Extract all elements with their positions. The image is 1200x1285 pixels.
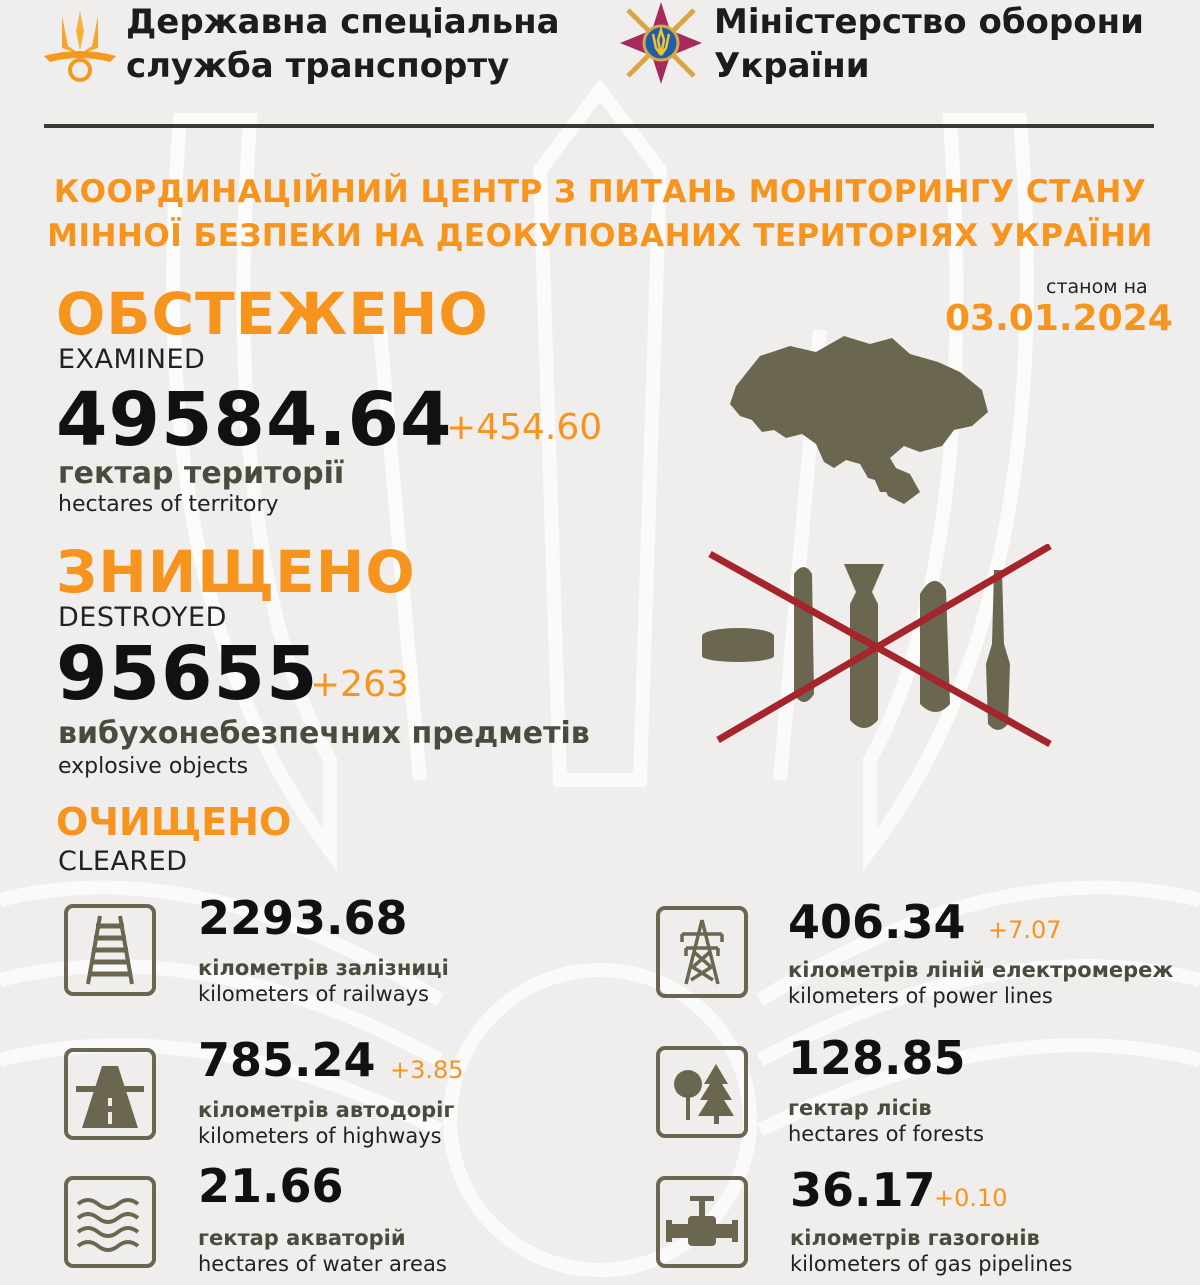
page-title <box>0 170 1200 258</box>
examined-heading: ОБСТЕЖЕНО <box>56 280 489 348</box>
highways-value: 785.24 <box>198 1033 376 1087</box>
gas-pipelines-delta: +0.10 <box>934 1184 1008 1212</box>
railways-unit-en: kilometers of railways <box>198 982 429 1006</box>
water-unit: гектар акваторій <box>198 1226 406 1250</box>
gas-pipelines-value: 36.17 <box>790 1163 936 1217</box>
org-left-name <box>126 0 560 88</box>
destroyed-heading: ЗНИЩЕНО <box>56 538 416 606</box>
crossed-explosives-icon <box>698 544 1058 750</box>
water-unit-en: hectares of water areas <box>198 1252 447 1276</box>
org-left-line-2: служба транспорту <box>126 46 510 86</box>
railway-icon <box>64 904 156 996</box>
highways-delta: +3.85 <box>390 1056 464 1084</box>
destroyed-unit-en: explosive objects <box>58 754 249 779</box>
power-lines-delta: +7.07 <box>988 916 1062 944</box>
highways-unit-en: kilometers of highways <box>198 1124 442 1148</box>
highways-unit: кілометрів автодоріг <box>198 1098 455 1122</box>
ukraine-map <box>720 328 992 506</box>
cleared-heading-en: CLEARED <box>58 846 188 877</box>
examined-heading-en: EXAMINED <box>58 344 206 375</box>
gas-pipelines-unit: кілометрів газогонів <box>790 1226 1040 1250</box>
examined-value: 49584.64 <box>56 377 453 463</box>
water-value: 21.66 <box>198 1159 344 1213</box>
ministry-of-defence-emblem <box>618 0 704 86</box>
power-lines-unit-en: kilometers of power lines <box>788 984 1053 1008</box>
org-left-line-1: Державна спеціальна <box>126 2 560 42</box>
forests-unit-en: hectares of forests <box>788 1122 984 1146</box>
page-title-line-2: МІННОЇ БЕЗПЕКИ НА ДЕОКУПОВАНИХ ТЕРИТОРІЯХ УКРАЇНИ <box>47 218 1153 254</box>
examined-unit: гектар території <box>58 456 345 491</box>
destroyed-value: 95655 <box>56 631 319 717</box>
date-label: станом на <box>1046 276 1148 298</box>
highway-icon <box>64 1048 156 1140</box>
header-divider <box>44 124 1154 128</box>
railways-value: 2293.68 <box>198 891 408 945</box>
gas-pipelines-unit-en: kilometers of gas pipelines <box>790 1252 1073 1276</box>
forest-icon <box>656 1046 748 1138</box>
examined-delta: +454.60 <box>446 407 603 448</box>
org-right-line-1: Міністерство оборони <box>714 2 1144 42</box>
org-right-name <box>714 0 1144 88</box>
railways-unit: кілометрів залізниці <box>198 956 449 980</box>
cleared-heading: ОЧИЩЕНО <box>56 800 292 844</box>
forests-unit: гектар лісів <box>788 1096 932 1120</box>
date-value: 03.01.2024 <box>945 298 1173 339</box>
power-lines-unit: кілометрів ліній електромереж <box>788 958 1174 982</box>
org-right-line-2: України <box>714 46 870 86</box>
water-icon <box>64 1176 156 1268</box>
examined-unit-en: hectares of territory <box>58 492 279 517</box>
power-lines-value: 406.34 <box>788 895 966 949</box>
forests-value: 128.85 <box>788 1031 966 1085</box>
destroyed-heading-en: DESTROYED <box>58 602 227 633</box>
gas-pipeline-icon <box>656 1176 748 1268</box>
destroyed-delta: +263 <box>310 664 409 705</box>
page-title-line-1: КООРДИНАЦІЙНИЙ ЦЕНТР З ПИТАНЬ МОНІТОРИНГУ СТАНУ <box>53 174 1147 210</box>
transport-service-logo <box>40 6 120 86</box>
destroyed-unit: вибухонебезпечних предметів <box>58 716 590 751</box>
power-line-icon <box>656 906 748 998</box>
